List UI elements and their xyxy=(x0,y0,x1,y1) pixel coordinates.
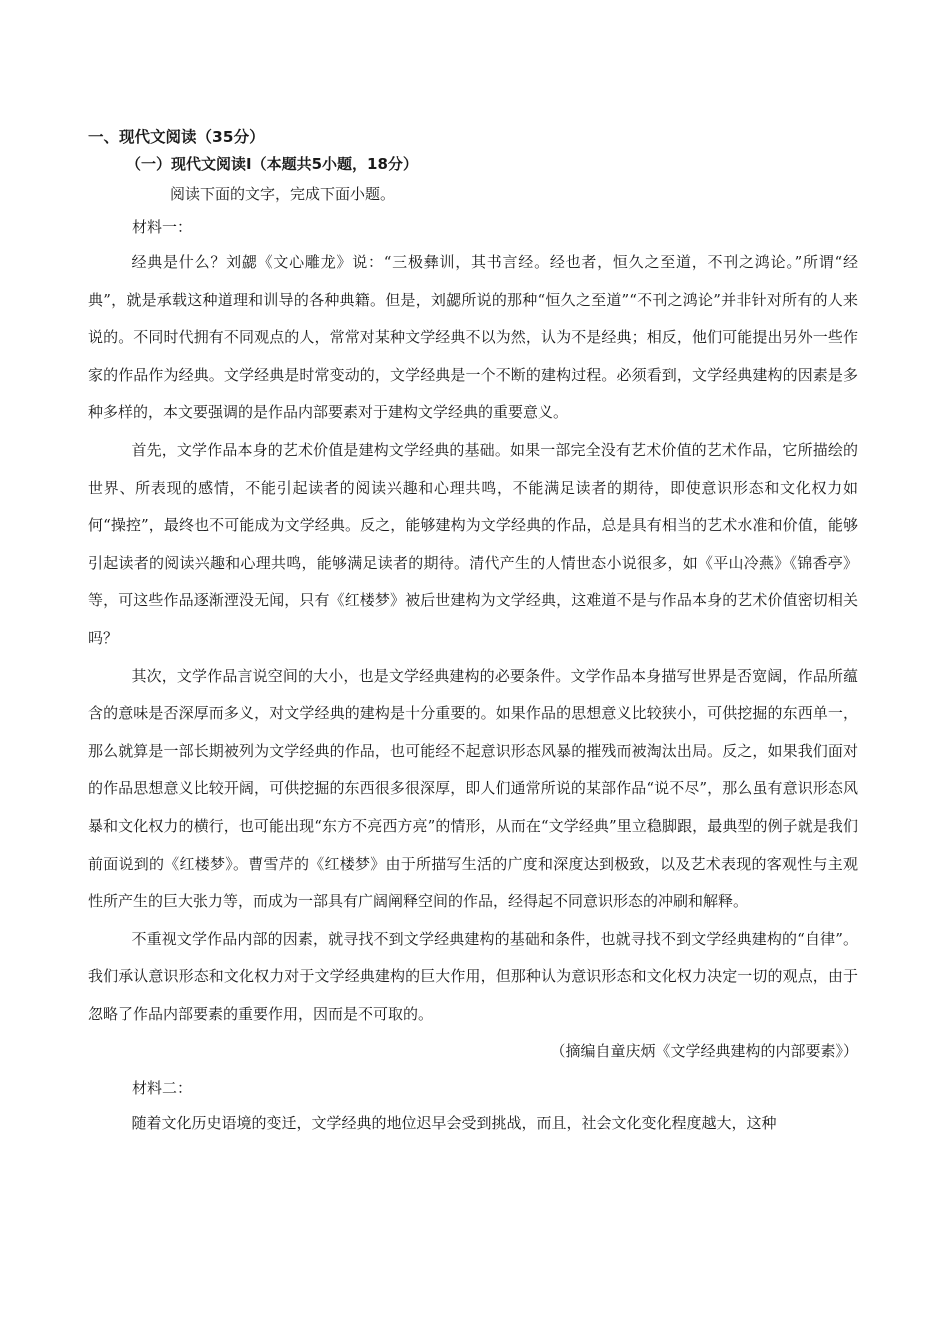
material-one-label: 材料一： xyxy=(132,218,193,236)
section-title: 一、现代文阅读（35分） xyxy=(88,128,265,146)
material-one-paragraph-3: 其次，文学作品言说空间的大小，也是文学经典建构的必要条件。文学作品本身描写世界是否宽阔，作品所蕴含的意味是否深厚而多义，对文学经典的建构是十分重要的。如果作品的思想意义比较狭小，可供挖掘的东西单一，那么就算是一部长期被列为文学经典的作品，也可能经不起意识形态风暴的摧残而被淘汰出局。反之，如果我们面对的作品思想意义比较开阔，可供挖掘的东西很多很深厚，即人们通常所说的某部作品“说不尽”，那么虽有意识形态风暴和文化权力的横行，也可能出现“东方不亮西方亮”的情形，从而在“文学经典”里立稳脚跟，最典型的例子就是我们前面说到的《红楼梦》。曹雪芹的《红楼梦》由于所描写生活的广度和深度达到极致，以及艺术表现的客观性与主观性所产生的巨大张力等，而成为一部具有广阔阐释空间的作品，经得起不同意识形态的冲刷和解释。 xyxy=(88,666,858,911)
material-two-paragraph-1: 随着文化历史语境的变迁，文学经典的地位迟早会受到挑战，而且，社会文化变化程度越大，这种 xyxy=(131,1114,777,1133)
material-one-paragraph-4: 不重视文学作品内部的因素，就寻找不到文学经典建构的基础和条件，也就寻找不到文学经典建构的“自律”。我们承认意识形态和文化权力对于文学经典建构的巨大作用，但那种认为意识形态和文化权力决定一切的观点，由于忽略了作品内部要素的重要作用，因而是不可取的。 xyxy=(88,929,858,1023)
document-content xyxy=(88,124,858,1143)
reading-instruction: 阅读下面的文字，完成下面小题。 xyxy=(170,185,396,203)
material-one-paragraph-1: 经典是什么？刘勰《文心雕龙》说：“三极彝训，其书言经。经也者，恒久之至道，不刊之鸿论。”所谓“经典”，就是承载这种道理和训导的各种典籍。但是，刘勰所说的那种“恒久之至道”“不刊之鸿论”并非针对所有的人来说的。不同时代拥有不同观点的人，常常对某种文学经典不以为然，认为不是经典；相反，他们可能提出另外一些作家的作品作为经典。文学经典是时常变动的，文学经典是一个不断的建构过程。必须看到，文学经典建构的因素是多种多样的，本文要强调的是作品内部要素对于建构文学经典的重要意义。 xyxy=(88,253,858,422)
material-one-paragraph-2: 首先，文学作品本身的艺术价值是建构文学经典的基础。如果一部完全没有艺术价值的艺术作品，它所描绘的世界、所表现的感情，不能引起读者的阅读兴趣和心理共鸣，不能满足读者的期待，即使意识形态和文化权力如何“操控”，最终也不可能成为文学经典。反之，能够建构为文学经典的作品，总是具有相当的艺术水准和价值，能够引起读者的阅读兴趣和心理共鸣，能够满足读者的期待。清代产生的人情世态小说很多，如《平山冷燕》《锦香亭》等，可这些作品逐渐湮没无闻，只有《红楼梦》被后世建构为文学经典，这难道不是与作品本身的艺术价值密切相关吗？ xyxy=(88,440,858,647)
sub-section-title: （一）现代文阅读Ⅰ（本题共5小题，18分） xyxy=(126,155,418,173)
material-one-source: （摘编自童庆炳《文学经典建构的内部要素》） xyxy=(550,1042,858,1061)
material-two-label: 材料二： xyxy=(132,1079,193,1098)
